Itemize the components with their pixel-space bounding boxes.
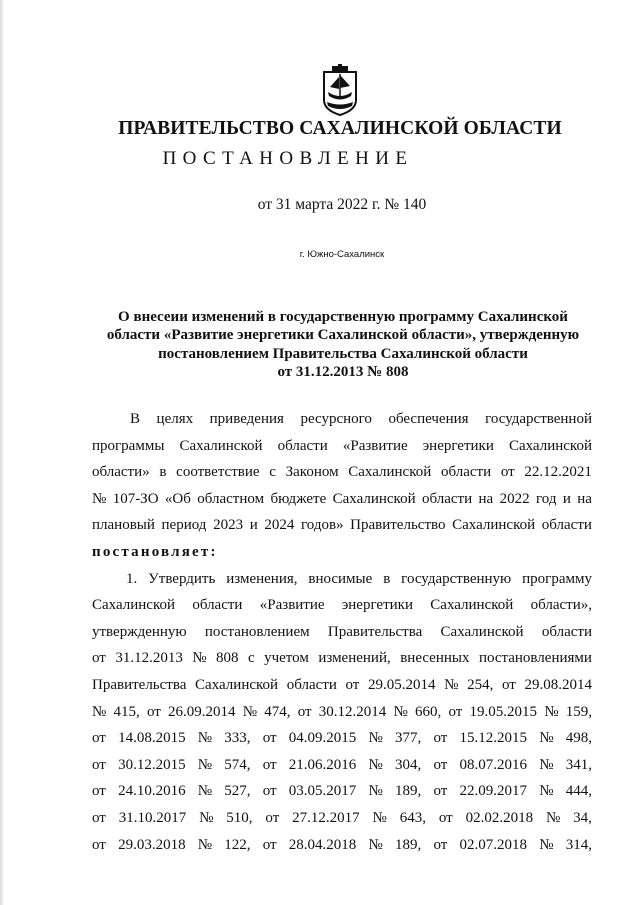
body-line: Правительства Сахалинской области от 29.05.2014 № 254, от 29.08.2014 (92, 676, 592, 693)
body-line: от 30.12.2015 № 574, от 21.06.2016 № 304, от 08.07.2016 № 341, (92, 756, 592, 773)
body-line: от 31.12.2013 № 808 с учетом изменений, внесенных постановлениями (92, 650, 592, 667)
body-line: области» в соответствие с Законом Сахалинской области от 22.12.2021 (92, 464, 592, 481)
body-line: плановый период 2023 и 2024 годов» Правительство Сахалинской области (92, 517, 592, 534)
body-line: постановляет: (92, 543, 218, 560)
government-title: ПРАВИТЕЛЬСТВО САХАЛИНСКОЙ ОБЛАСТИ (118, 118, 562, 139)
body-line: программы Сахалинской области «Развитие энергетики Сахалинской (92, 437, 592, 454)
subject-line: постановлением Правительства Сахалинской области (158, 345, 528, 362)
subject-line: О внесеии изменений в государственную программу Сахалинской (118, 309, 568, 325)
subject-line: области «Развитие энергетики Сахалинской области», утвержденную (106, 327, 580, 344)
body-line: от 31.10.2017 № 510, от 27.12.2017 № 643, от 02.02.2018 № 34, (92, 809, 592, 826)
document-type: ПОСТАНОВЛЕНИЕ (162, 148, 414, 169)
body-line: № 415, от 26.09.2014 № 474, от 30.12.2014 № 660, от 19.05.2015 № 159, (92, 703, 592, 720)
body-line: 1. Утвердить изменения, вносимые в государственную программу (126, 570, 592, 587)
body-line: № 107-ЗО «Об областном бюджете Сахалинской области на 2022 год и на (92, 490, 592, 507)
body-line: от 24.10.2016 № 527, от 03.05.2017 № 189, от 22.09.2017 № 444, (92, 783, 592, 800)
subject-line: от 31.12.2013 № 808 (277, 364, 409, 381)
document-body (92, 406, 592, 858)
document-date-number: от 31 марта 2022 г. № 140 (257, 196, 427, 213)
body-line: утвержденную постановлением Правительства Сахалинской области (92, 623, 592, 640)
body-line: Сахалинской области «Развитие энергетики Сахалинской области», (92, 597, 592, 614)
body-line: В целях приведения ресурсного обеспечения государственной (130, 411, 592, 427)
body-line: от 14.08.2015 № 333, от 04.09.2015 № 377, от 15.12.2015 № 498, (92, 730, 592, 747)
document-subject (88, 308, 598, 382)
document-city: г. Южно-Сахалинск (299, 249, 385, 260)
coat-of-arms-icon (318, 62, 362, 116)
body-line: от 29.03.2018 № 122, от 28.04.2018 № 189, от 02.07.2018 № 314, (92, 836, 592, 853)
